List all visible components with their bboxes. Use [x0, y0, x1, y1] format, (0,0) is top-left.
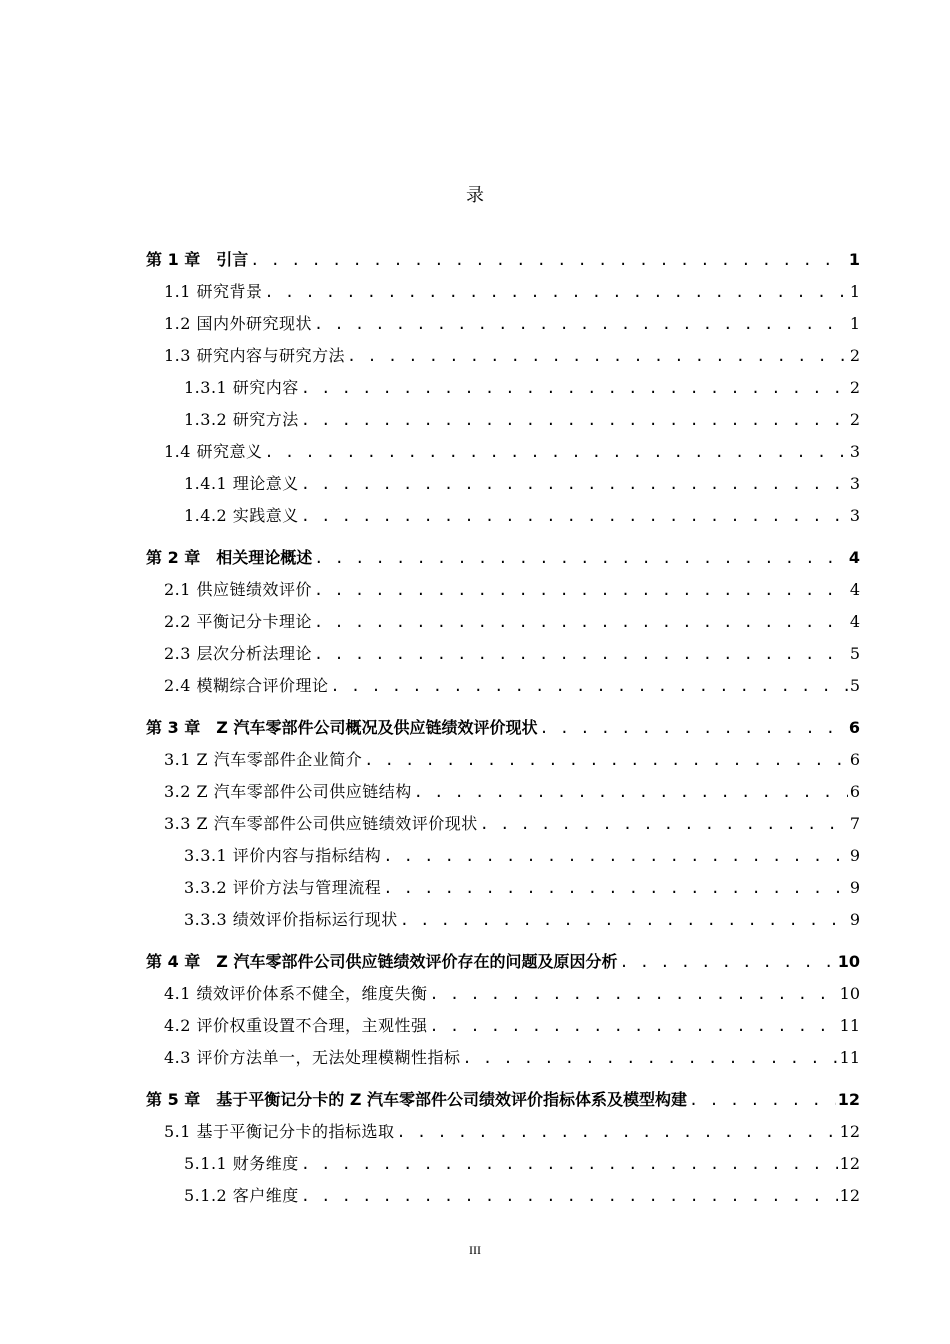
toc-entry-page: 5 — [849, 644, 860, 663]
toc-entry-4-3[interactable] — [146, 1042, 860, 1074]
toc-entry-page: 1 — [849, 282, 860, 301]
toc-title: 录 — [466, 185, 484, 206]
toc-entry-page: 4 — [849, 580, 860, 599]
toc-entry-1-4-2[interactable] — [146, 500, 860, 532]
toc-entry-page: 3 — [849, 442, 860, 461]
toc-entry-label: 3.3.3 绩效评价指标运行现状 — [184, 910, 398, 929]
toc-entry-page: 2 — [849, 410, 860, 429]
dot-leader — [331, 670, 848, 702]
toc-entry-page: 3 — [849, 474, 860, 493]
toc-entry-label: 第 1 章 引言 — [146, 250, 249, 269]
toc-entry-3-3[interactable] — [146, 808, 860, 840]
dot-leader — [689, 1084, 836, 1116]
dot-leader — [347, 340, 848, 372]
toc-entry-label: 第 3 章 Z 汽车零部件公司概况及供应链绩效评价现状 — [146, 718, 538, 737]
toc-entry-page: 12 — [839, 1122, 860, 1141]
toc-entry-label: 2.2 平衡记分卡理论 — [164, 612, 313, 631]
toc-entry-page: 4 — [848, 548, 860, 567]
toc-entry-label: 2.4 模糊综合评价理论 — [164, 676, 329, 695]
toc-entry-ch2[interactable] — [146, 542, 860, 574]
dot-leader — [414, 776, 848, 808]
toc-entry-3-3-3[interactable] — [146, 904, 860, 936]
toc-entry-2-4[interactable] — [146, 670, 860, 702]
toc-entry-label: 第 4 章 Z 汽车零部件公司供应链绩效评价存在的问题及原因分析 — [146, 952, 618, 971]
toc-entry-label: 5.1.1 财务维度 — [184, 1154, 299, 1173]
toc-entry-4-1[interactable] — [146, 978, 860, 1010]
toc-entry-ch1[interactable] — [146, 244, 860, 276]
toc-entry-page: 10 — [837, 952, 860, 971]
dot-leader — [430, 1010, 838, 1042]
toc-entry-page: 12 — [839, 1186, 860, 1205]
dot-leader — [314, 574, 848, 606]
toc-entry-3-1[interactable] — [146, 744, 860, 776]
toc-entry-3-3-1[interactable] — [146, 840, 860, 872]
toc-entry-label: 1.4.2 实践意义 — [184, 506, 299, 525]
toc-entry-page: 12 — [839, 1154, 860, 1173]
dot-leader — [250, 244, 847, 276]
toc-entry-label: 2.3 层次分析法理论 — [164, 644, 313, 663]
toc-entry-1-4[interactable] — [146, 436, 860, 468]
dot-leader — [314, 638, 848, 670]
toc-entry-label: 1.3.1 研究内容 — [184, 378, 299, 397]
toc-entry-label: 3.3.1 评价内容与指标结构 — [184, 846, 382, 865]
toc-entry-label: 1.3 研究内容与研究方法 — [164, 346, 346, 365]
dot-leader — [301, 404, 848, 436]
dot-leader — [314, 542, 847, 574]
toc-entry-page: 1 — [848, 250, 860, 269]
toc-entry-3-3-2[interactable] — [146, 872, 860, 904]
toc-entry-label: 3.2 Z 汽车零部件公司供应链结构 — [164, 782, 412, 801]
dot-leader — [301, 1148, 838, 1180]
toc-entry-page: 11 — [839, 1048, 860, 1067]
toc-entry-label: 4.2 评价权重设置不合理，主观性强 — [164, 1016, 428, 1035]
toc-entry-page: 10 — [839, 984, 860, 1003]
dot-leader — [383, 840, 848, 872]
toc-entry-page: 9 — [849, 910, 860, 929]
toc-entry-label: 1.1 研究背景 — [164, 282, 263, 301]
toc-entry-label: 1.3.2 研究方法 — [184, 410, 299, 429]
toc-entry-page: 4 — [849, 612, 860, 631]
toc-entry-4-2[interactable] — [146, 1010, 860, 1042]
toc-entry-1-4-1[interactable] — [146, 468, 860, 500]
toc-entry-2-3[interactable] — [146, 638, 860, 670]
toc-entry-page: 9 — [849, 846, 860, 865]
toc-entry-label: 2.1 供应链绩效评价 — [164, 580, 313, 599]
toc-entry-label: 3.1 Z 汽车零部件企业简介 — [164, 750, 363, 769]
toc-entry-label: 3.3.2 评价方法与管理流程 — [184, 878, 382, 897]
dot-leader — [314, 606, 848, 638]
toc-entry-page: 1 — [849, 314, 860, 333]
toc-entry-2-2[interactable] — [146, 606, 860, 638]
table-of-contents — [146, 244, 860, 1212]
toc-entry-label: 第 2 章 相关理论概述 — [146, 548, 313, 567]
toc-entry-3-2[interactable] — [146, 776, 860, 808]
toc-entry-page: 6 — [849, 782, 860, 801]
toc-entry-1-3[interactable] — [146, 340, 860, 372]
toc-entry-5-1-2[interactable] — [146, 1180, 860, 1212]
toc-entry-label: 1.4 研究意义 — [164, 442, 263, 461]
toc-entry-page: 7 — [849, 814, 860, 833]
dot-leader — [301, 500, 848, 532]
toc-entry-5-1[interactable] — [146, 1116, 860, 1148]
toc-entry-1-3-2[interactable] — [146, 404, 860, 436]
toc-entry-label: 4.3 评价方法单一，无法处理模糊性指标 — [164, 1048, 461, 1067]
dot-leader — [265, 436, 848, 468]
toc-entry-ch5[interactable] — [146, 1084, 860, 1116]
toc-entry-label: 5.1 基于平衡记分卡的指标选取 — [164, 1122, 395, 1141]
dot-leader — [619, 946, 835, 978]
dot-leader — [301, 468, 848, 500]
toc-entry-1-2[interactable] — [146, 308, 860, 340]
dot-leader — [314, 308, 848, 340]
toc-entry-5-1-1[interactable] — [146, 1148, 860, 1180]
toc-entry-label: 1.4.1 理论意义 — [184, 474, 299, 493]
toc-entry-page: 3 — [849, 506, 860, 525]
toc-entry-page: 12 — [837, 1090, 860, 1109]
dot-leader — [430, 978, 838, 1010]
dot-leader — [400, 904, 848, 936]
dot-leader — [397, 1116, 838, 1148]
toc-entry-label: 3.3 Z 汽车零部件公司供应链绩效评价现状 — [164, 814, 478, 833]
toc-entry-page: 2 — [849, 346, 860, 365]
toc-entry-page: 11 — [839, 1016, 860, 1035]
dot-leader — [383, 872, 848, 904]
dot-leader — [539, 712, 846, 744]
toc-entry-page: 2 — [849, 378, 860, 397]
dot-leader — [364, 744, 848, 776]
toc-entry-label: 5.1.2 客户维度 — [184, 1186, 299, 1205]
toc-entry-page: 6 — [849, 750, 860, 769]
toc-entry-page: 9 — [849, 878, 860, 897]
toc-entry-ch3[interactable] — [146, 712, 860, 744]
toc-entry-page: 6 — [848, 718, 860, 737]
dot-leader — [301, 1180, 838, 1212]
toc-entry-1-1[interactable] — [146, 276, 860, 308]
dot-leader — [301, 372, 848, 404]
toc-entry-ch4[interactable] — [146, 946, 860, 978]
toc-entry-label: 4.1 绩效评价体系不健全，维度失衡 — [164, 984, 428, 1003]
toc-entry-label: 1.2 国内外研究现状 — [164, 314, 313, 333]
toc-entry-2-1[interactable] — [146, 574, 860, 606]
toc-entry-page: 5 — [849, 676, 860, 695]
toc-entry-label: 第 5 章 基于平衡记分卡的 Z 汽车零部件公司绩效评价指标体系及模型构建 — [146, 1090, 688, 1109]
toc-entry-1-3-1[interactable] — [146, 372, 860, 404]
dot-leader — [265, 276, 848, 308]
dot-leader — [480, 808, 848, 840]
page-number-footer: III — [469, 1243, 481, 1257]
dot-leader — [463, 1042, 838, 1074]
